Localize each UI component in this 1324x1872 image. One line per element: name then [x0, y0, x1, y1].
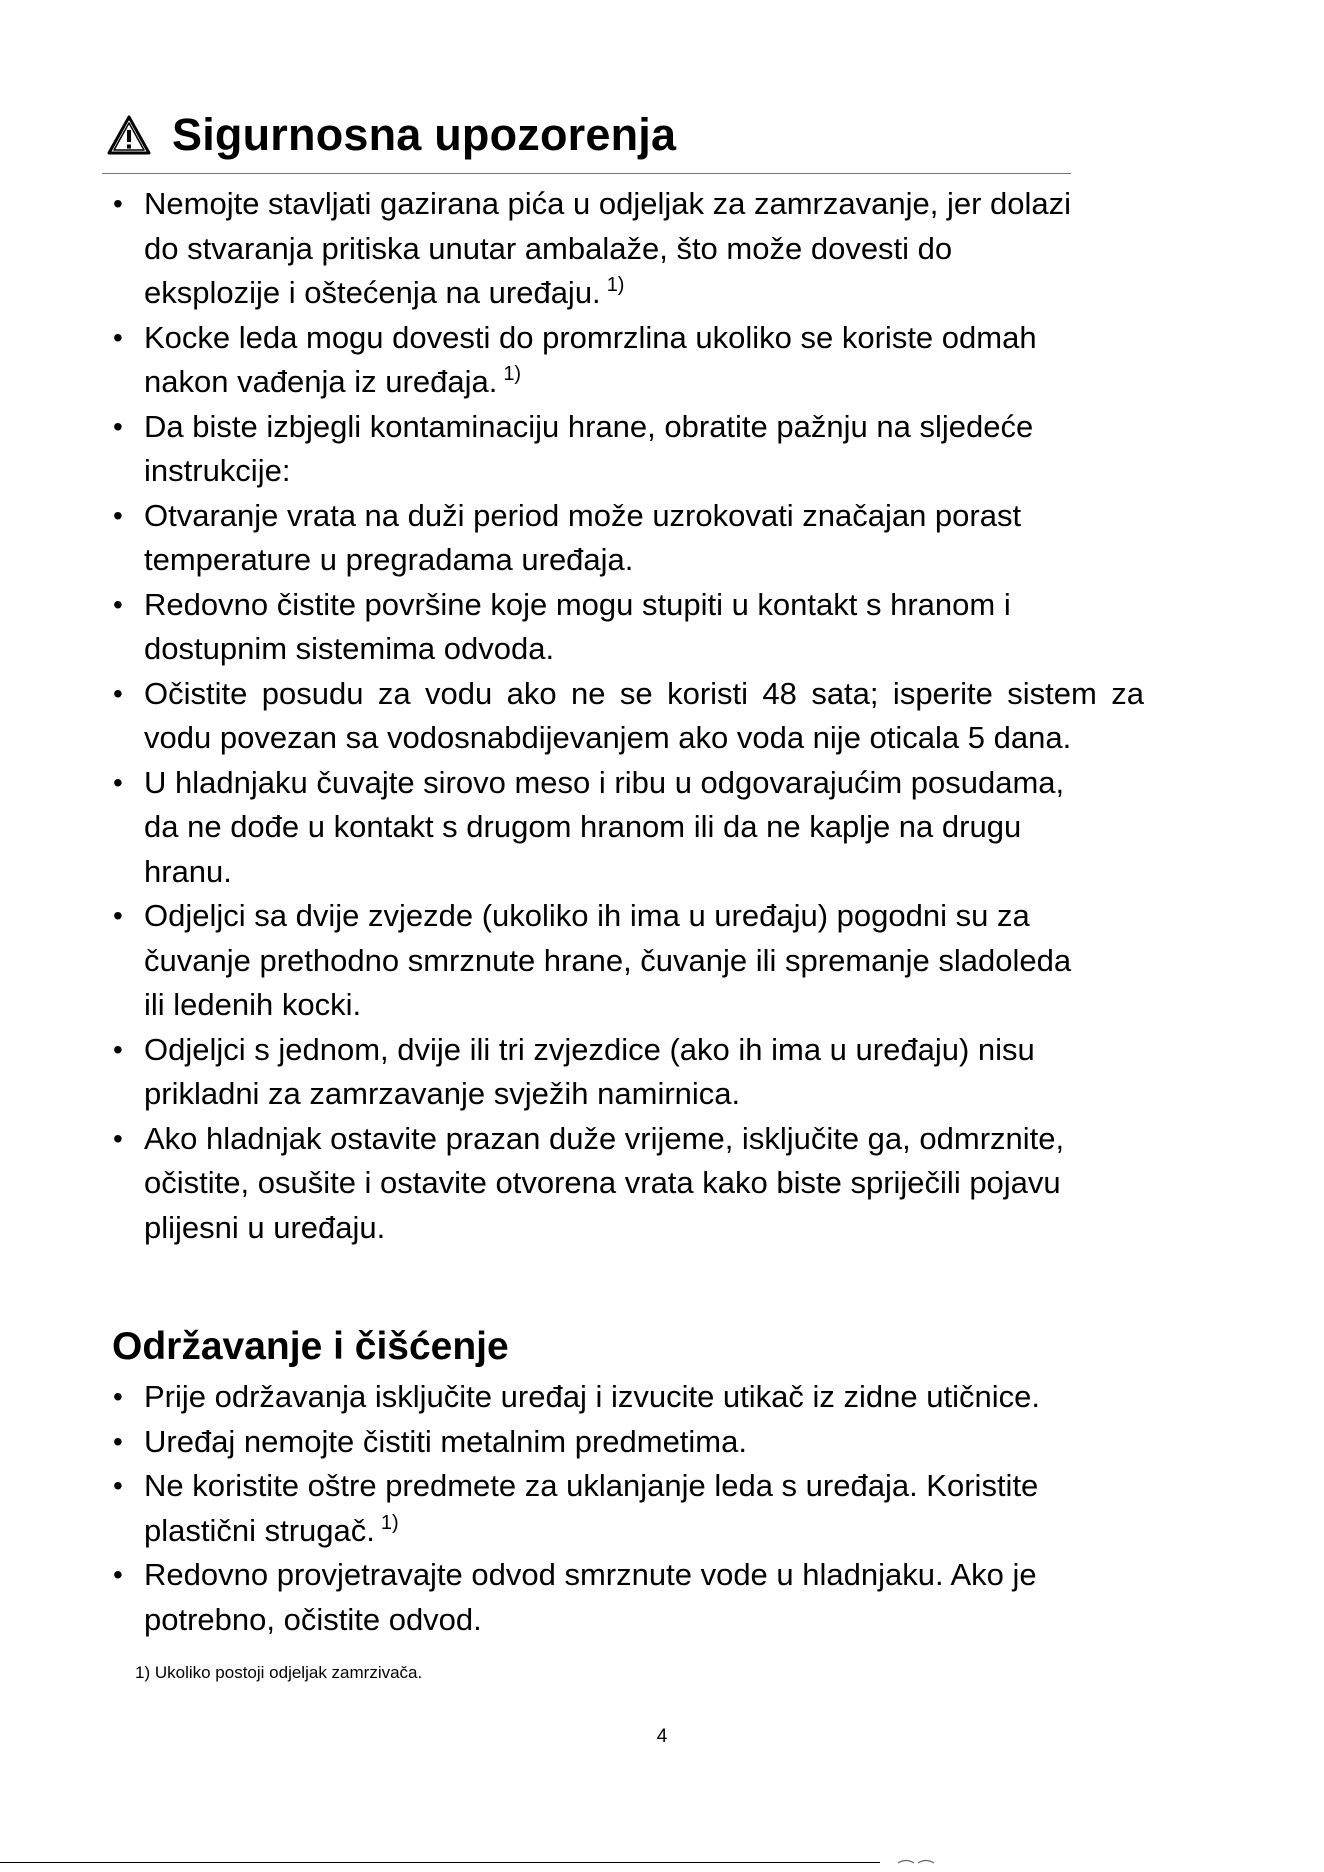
list-item-text: Ne koristite oštre predmete za uklanjanje leda s uređaja. Koristite plastični strugač.	[144, 1468, 1039, 1548]
bullet-icon: •	[113, 410, 123, 442]
bullet-icon: •	[113, 321, 123, 353]
list-item	[104, 182, 1204, 316]
bullet-icon: •	[113, 1033, 123, 1065]
list-item	[104, 1117, 1204, 1251]
list-item	[104, 405, 1204, 494]
list-item	[104, 1028, 1204, 1117]
list-item	[104, 1464, 1204, 1553]
list-item-text: Redovno provjetravajte odvod smrznute vode u hladnjaku. Ako je potrebno, očistite odvod.	[144, 1557, 1037, 1637]
bullet-icon: •	[113, 1470, 123, 1501]
list-item-text: Ako hladnjak ostavite prazan duže vrijeme, isključite ga, odmrznite, očistite, osušite i ostavite otvorena vrata kako biste spriječili pojavu plijesni u uređaju.	[144, 1120, 1065, 1245]
list-item-text: Nemojte stavljati gazirana pića u odjeljak za zamrzavanje, jer dolazi do stvaranja pritiska unutar ambalaže, što može dovesti do eksplozije i oštećenja na uređaju.	[144, 186, 1072, 310]
list-item-text: Odjeljci sa dvije zvjezde (ukoliko ih ima u uređaju) pogodni su za čuvanje prethodno smrznute hrane, čuvanje ili spremanje sladoleda ili ledenih kocki.	[144, 898, 1072, 1022]
list-item-text: Kocke leda mogu dovesti do promrzlina ukoliko se koriste odmah nakon vađenja iz uređaja.	[144, 319, 1037, 399]
bullet-icon: •	[113, 499, 123, 531]
list-item	[104, 1375, 1204, 1420]
list-item	[104, 494, 1204, 583]
list-item-text: U hladnjaku čuvajte sirovo meso i ribu u odgovarajućim posudama, da ne dođe u kontakt s drugom hranom ili da ne kaplje na drugu hranu.	[144, 764, 1065, 889]
list-item-text: Da biste izbjegli kontaminaciju hrane, obratite pažnju na sljedeće instrukcije:	[144, 408, 1034, 488]
list-item	[104, 894, 1204, 1028]
maintenance-list	[104, 1375, 1204, 1642]
bullet-icon: •	[113, 188, 123, 219]
bullet-icon: •	[113, 588, 123, 620]
page-number: 4	[656, 1726, 668, 1747]
bullet-icon: •	[113, 900, 123, 931]
bullet-icon: •	[113, 1122, 123, 1154]
list-item	[104, 761, 1204, 895]
bullet-icon: •	[113, 1425, 123, 1457]
list-item	[104, 672, 1204, 761]
section-heading-safety	[104, 109, 677, 160]
heading-divider	[102, 173, 1071, 174]
warning-triangle-icon	[106, 114, 152, 156]
footnote: 1) Ukoliko postoji odjeljak zamrzivača.	[135, 1663, 423, 1682]
page-title: Sigurnosna upozorenja	[172, 109, 677, 160]
footnote-ref: 1)	[503, 363, 522, 385]
section-heading-maintenance: Održavanje i čišćenje	[112, 1325, 509, 1368]
bottom-divider	[0, 1862, 880, 1863]
list-item	[104, 583, 1204, 672]
footnote-ref: 1)	[380, 1511, 399, 1534]
list-item	[104, 1420, 1204, 1465]
cropped-mark-icon	[896, 1858, 936, 1864]
list-item-text: Odjeljci s jednom, dvije ili tri zvjezdice (ako ih ima u uređaju) nisu prikladni za zamrzavanje svježih namirnica.	[144, 1031, 1035, 1111]
safety-warnings-list	[104, 182, 1204, 1250]
bullet-icon: •	[113, 766, 123, 798]
bullet-icon: •	[113, 677, 123, 709]
bullet-icon: •	[113, 1381, 123, 1412]
bullet-icon: •	[113, 1559, 123, 1590]
list-item-text: Otvaranje vrata na duži period može uzrokovati značajan porast temperature u pregradama uređaja.	[144, 497, 1022, 577]
list-item	[104, 316, 1204, 405]
list-item-text: Očistite posudu za vodu ako ne se koristi 48 sata; isperite sistem za vodu povezan sa vodosnabdijevanjem ako voda nije oticala 5 dana.	[144, 675, 1144, 755]
list-item-text: Prije održavanja isključite uređaj i izvucite utikač iz zidne utičnice.	[144, 1379, 1040, 1414]
list-item	[104, 1553, 1204, 1642]
list-item-text: Uređaj nemojte čistiti metalnim predmetima.	[144, 1423, 747, 1459]
footnote-ref: 1)	[606, 274, 625, 296]
list-item-text: Redovno čistite površine koje mogu stupiti u kontakt s hranom i dostupnim sistemima odvoda.	[144, 586, 1011, 666]
